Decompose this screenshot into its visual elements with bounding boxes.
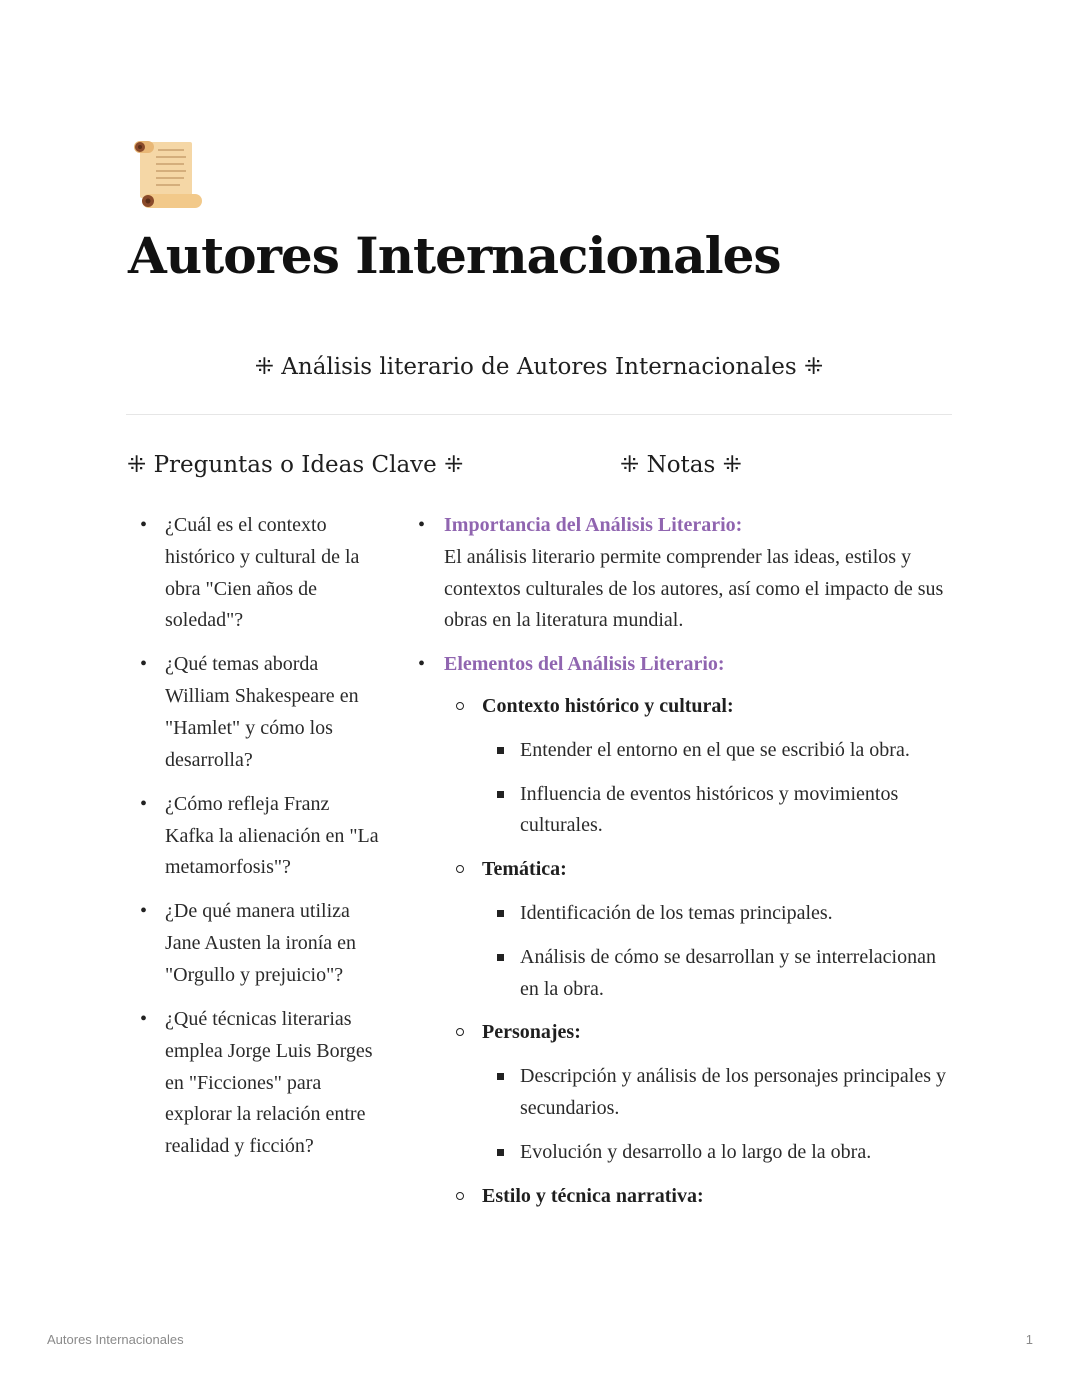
question-item: • ¿Qué temas aborda William Shakespeare en "Hamlet" y cómo los desarrolla? xyxy=(140,649,380,776)
element-item xyxy=(444,854,958,1005)
element-detail: Identificación de los temas principales. xyxy=(482,898,958,930)
importance-text: El análisis literario permite comprender las ideas, estilos y contextos culturales de los autores, así como el impacto de sus obras en la literatura mundial. xyxy=(444,545,944,632)
scroll-icon xyxy=(128,138,204,212)
subtitle: ⁜ Análisis literario de Autores Internacionales ⁜ xyxy=(254,354,824,380)
question-item: • ¿De qué manera utiliza Jane Austen la ironía en "Orgullo y prejuicio"? xyxy=(140,896,380,991)
element-label: Contexto histórico y cultural: xyxy=(482,694,734,717)
element-item xyxy=(444,1017,958,1168)
notes-heading: ⁜ Notas ⁜ xyxy=(620,452,742,478)
element-label: Temática: xyxy=(482,858,567,881)
footer-title: Autores Internacionales xyxy=(47,1332,184,1347)
page-number: 1 xyxy=(1025,1332,1033,1347)
page-title: Autores Internacionales xyxy=(128,226,781,285)
element-label: Personajes: xyxy=(482,1021,581,1044)
questions-heading: ⁜ Preguntas o Ideas Clave ⁜ xyxy=(127,452,464,478)
importance-title: • Importancia del Análisis Literario: xyxy=(444,514,743,536)
note-importance xyxy=(418,510,958,637)
element-detail: Evolución y desarrollo a lo largo de la obra. xyxy=(482,1137,958,1169)
element-label: Estilo y técnica narrativa: xyxy=(482,1184,704,1207)
notes-list xyxy=(418,510,958,1224)
divider xyxy=(126,414,952,415)
element-detail: Análisis de cómo se desarrollan y se interrelacionan en la obra. xyxy=(482,942,958,1006)
element-detail-list xyxy=(482,898,958,1005)
questions-list xyxy=(140,510,380,1175)
elements-title: • Elementos del Análisis Literario: xyxy=(444,653,725,676)
note-elements xyxy=(418,649,958,1212)
element-detail-list xyxy=(482,735,958,842)
question-item: • ¿Qué técnicas literarias emplea Jorge Luis Borges en "Ficciones" para explorar la relación entre realidad y ficción? xyxy=(140,1004,380,1163)
question-item: • ¿Cuál es el contexto histórico y cultural de la obra "Cien años de soledad"? xyxy=(140,510,380,637)
element-item xyxy=(444,691,958,842)
element-detail: Descripción y análisis de los personajes principales y secundarios. xyxy=(482,1061,958,1125)
element-item xyxy=(444,1181,958,1213)
element-detail-list xyxy=(482,1061,958,1168)
question-item: • ¿Cómo refleja Franz Kafka la alienación en "La metamorfosis"? xyxy=(140,789,380,884)
element-detail: Entender el entorno en el que se escribió la obra. xyxy=(482,735,958,767)
element-detail: Influencia de eventos históricos y movimientos culturales. xyxy=(482,779,958,843)
elements-list xyxy=(444,691,958,1212)
